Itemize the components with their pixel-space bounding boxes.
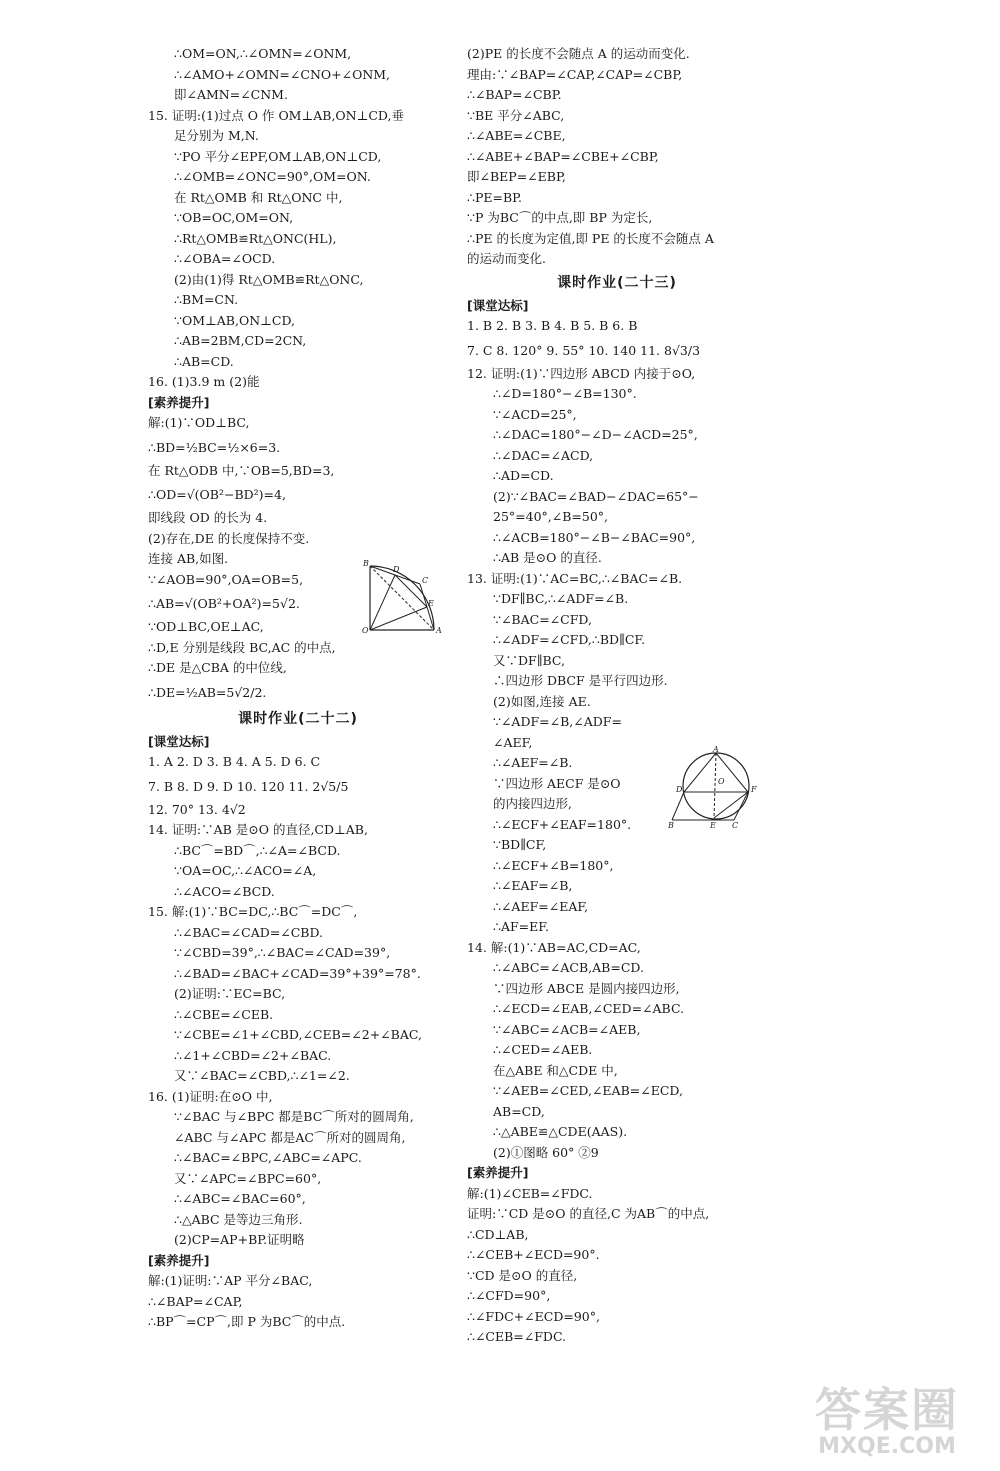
answer-line: 理由:∵∠BAP=∠CAP,∠CAP=∠CBP, (467, 66, 683, 82)
answer-line: ∴∠ABE+∠BAP=∠CBE+∠CBP, (467, 148, 659, 164)
fig2-label: O (718, 777, 725, 786)
fig2-label: B (668, 821, 674, 830)
answer-line: ∵四边形 AECF 是⊙O (493, 775, 621, 791)
answer-line: 连接 AB,如图. (148, 551, 229, 566)
answer-line: (2)证明:∵EC=BC, (174, 986, 286, 1001)
fig2-label: C (732, 821, 739, 830)
answer-line: 即线段 OD 的长为 4. (148, 510, 268, 525)
answer-line: ∵BD∥CF, (493, 837, 547, 852)
answer-line: (2)存在,DE 的长度保持不变. (148, 530, 310, 546)
answer-line: ∵DF∥BC,∴∠ADF=∠B. (493, 591, 629, 606)
answer-line: ∴∠ACB=180°−∠B−∠BAC=90°, (493, 529, 696, 545)
answer-line: ∴CD⊥AB, (467, 1226, 529, 1242)
watermark-url: MXQE.COM (818, 1434, 956, 1459)
answer-line: (2)∵∠BAC=∠BAD−∠DAC=65°− (493, 488, 699, 504)
answer-line: 在△ABE 和△CDE 中, (493, 1062, 618, 1078)
answer-line: (2)如图,连接 AE. (493, 693, 591, 709)
answer-line: 又∵DF∥BC, (493, 652, 565, 668)
answer-line: 14. 证明:∵AB 是⊙O 的直径,CD⊥AB, (148, 822, 368, 837)
answer-line: 12. 证明:(1)∵四边形 ABCD 内接于⊙O, (467, 365, 696, 381)
answer-line: 12. 70° 13. 4√2 (148, 801, 246, 817)
answer-line: 15. 解:(1)∵BC=DC,∴BC⌒=DC⌒, (148, 904, 358, 919)
circle-parallelogram-figure (668, 746, 766, 830)
answer-line: ∴∠ECF+∠B=180°, (493, 857, 614, 873)
answer-line: 1. B 2. B 3. B 4. B 5. B 6. B (467, 318, 638, 333)
answer-line: 的内接四边形, (493, 796, 572, 811)
answer-line: ∵OM⊥AB,ON⊥CD, (174, 312, 295, 328)
right-column (467, 44, 767, 1348)
fig2-label: D (676, 785, 683, 794)
answer-line: ∵∠ABC=∠ACB=∠AEB, (493, 1021, 641, 1037)
watermark (792, 1385, 982, 1463)
answer-line: (2)PE 的长度不会随点 A 的运动而变化. (467, 46, 690, 61)
answer-line: ∴∠AEF=∠B. (493, 755, 573, 770)
answer-line: ∴DE 是△CBA 的中位线, (148, 660, 287, 675)
answer-line: 即∠AMN=∠CNM. (174, 87, 288, 102)
answer-line: ∴∠BAP=∠CBP. (467, 87, 562, 102)
fig2-label: A (713, 746, 719, 754)
answer-line: ∵OD⊥BC,OE⊥AC, (148, 619, 264, 634)
answer-line: ∴∠CEB=∠FDC. (467, 1329, 567, 1344)
answer-line: ∴Rt△OMB≌Rt△ONC(HL), (174, 230, 337, 246)
answer-line: ∴PE=BP. (467, 189, 522, 205)
answer-line: 1. A 2. D 3. B 4. A 5. D 6. C (148, 754, 321, 769)
answer-line: ∵OB=OC,OM=ON, (174, 210, 294, 225)
answer-line: ∴AB=2BM,CD=2CN, (174, 333, 307, 348)
left-column (148, 44, 448, 1333)
answer-line: (2)CP=AP+BP.证明略 (174, 1232, 305, 1247)
answer-line: 解:(1)∵OD⊥BC, (148, 415, 250, 430)
answer-line: ∴∠ECD=∠EAB,∠CED=∠ABC. (493, 1001, 685, 1016)
answer-line: 7. B 8. D 9. D 10. 120 11. 2√5/5 (148, 778, 349, 794)
answer-line: ∴∠ABC=∠BAC=60°, (174, 1191, 306, 1206)
subsection-label: [素养提升] (148, 394, 210, 410)
answer-line: ∵∠AEB=∠CED,∠EAB=∠ECD, (493, 1083, 683, 1098)
answer-line: ∵∠BAC 与∠BPC 都是BC⌒所对的圆周角, (174, 1109, 414, 1124)
answer-line: 解:(1)∠CEB=∠FDC. (467, 1185, 593, 1201)
answer-line: 13. 证明:(1)∵AC=BC,∴∠BAC=∠B. (467, 570, 683, 586)
answer-line: ∴△ABE≌△CDE(AAS). (493, 1124, 628, 1139)
fig1-label: A (436, 626, 442, 634)
answer-line: ∴∠EAF=∠B, (493, 878, 573, 893)
answer-line: ∴∠CEB+∠ECD=90°. (467, 1247, 600, 1262)
answer-line: ∴∠AEF=∠EAF, (493, 898, 589, 914)
fig1-label: O (362, 626, 369, 634)
subsection-label: [课堂达标] (148, 733, 210, 749)
answer-line: 证明:∵CD 是⊙O 的直径,C 为AB⌒的中点, (467, 1206, 710, 1221)
answer-line: 足分别为 M,N. (174, 128, 259, 143)
answer-line: ∴BD=½BC=½×6=3. (148, 439, 281, 455)
subsection-label: [素养提升] (148, 1252, 210, 1268)
answer-line: ∴AF=EF. (493, 919, 549, 934)
answer-line: ∵∠ADF=∠B,∠ADF= (493, 714, 622, 729)
answer-line: ∴∠1+∠CBD=∠2+∠BAC. (174, 1047, 332, 1063)
subsection-label: [课堂达标] (467, 297, 529, 313)
fig1-label: E (428, 599, 434, 608)
answer-line: ∴D,E 分别是线段 BC,AC 的中点, (148, 639, 336, 655)
answer-line: ∵P 为BC⌒的中点,即 BP 为定长, (467, 210, 653, 225)
answer-line: 16. (1)证明:在⊙O 中, (148, 1088, 273, 1104)
answer-line: ∴∠ACO=∠BCD. (174, 883, 275, 899)
answer-line: ∴∠ECF+∠EAF=180°. (493, 816, 632, 832)
answer-line: ∴AB=CD. (174, 353, 234, 369)
answer-line: 的运动而变化. (467, 251, 546, 266)
answer-line: ∵∠BAC=∠CFD, (493, 611, 592, 627)
answer-line: 25°=40°,∠B=50°, (493, 509, 609, 524)
answer-line: ∴∠BAD=∠BAC+∠CAD=39°+39°=78°. (174, 965, 421, 981)
answer-line: (2)①图略 60° ②9 (493, 1144, 599, 1160)
answer-line: AB=CD, (493, 1103, 545, 1119)
answer-line: ∵BE 平分∠ABC, (467, 107, 565, 123)
answer-line: ∠ABC 与∠APC 都是AC⌒所对的圆周角, (174, 1129, 406, 1145)
answer-line: ∴AD=CD. (493, 468, 554, 483)
answer-line: ∵OA=OC,∴∠ACO=∠A, (174, 863, 317, 878)
answer-line: ∴四边形 DBCF 是平行四边形. (493, 673, 668, 688)
answer-line: 解:(1)证明:∵AP 平分∠BAC, (148, 1273, 313, 1288)
answer-line: 在 Rt△OMB 和 Rt△ONC 中, (174, 189, 343, 205)
answer-line: ∵∠AOB=90°,OA=OB=5, (148, 571, 304, 587)
fig1-label: B (363, 560, 369, 568)
section-heading: 课时作业(二十三) (557, 274, 677, 291)
answer-line: 15. 证明:(1)过点 O 作 OM⊥AB,ON⊥CD,垂 (148, 107, 404, 123)
answer-line: ∴∠OBA=∠OCD. (174, 251, 276, 266)
answer-line: 在 Rt△ODB 中,∵OB=5,BD=3, (148, 462, 335, 478)
answer-line: ∴∠CED=∠AEB. (493, 1042, 593, 1057)
answer-line: ∵∠CBD=39°,∴∠BAC=∠CAD=39°, (174, 945, 391, 960)
fig2-label: F (751, 785, 757, 794)
answer-line: ∴∠BAP=∠CAP, (148, 1293, 243, 1309)
answer-line: ∴∠BAC=∠BPC,∠ABC=∠APC. (174, 1150, 362, 1165)
answer-line: 即∠BEP=∠EBP, (467, 169, 566, 184)
answer-line: 16. (1)3.9 m (2)能 (148, 374, 260, 389)
answer-line: ∴∠DAC=∠ACD, (493, 447, 594, 463)
answer-line: 又∵∠APC=∠BPC=60°, (174, 1170, 322, 1186)
answer-line: ∴PE 的长度为定值,即 PE 的长度不会随点 A (467, 230, 714, 246)
answer-line: ∴∠FDC+∠ECD=90°, (467, 1308, 600, 1324)
answer-line: ∴BP⌒=CP⌒,即 P 为BC⌒的中点. (148, 1314, 346, 1329)
answer-line: ∵PO 平分∠EPF,OM⊥AB,ON⊥CD, (174, 148, 382, 164)
answer-line: ∴∠ABE=∠CBE, (467, 128, 566, 143)
answer-line: ∴△ABC 是等边三角形. (174, 1211, 303, 1227)
subsection-label: [素养提升] (467, 1165, 529, 1180)
answer-line: ∴AB=√(OB²+OA²)=5√2. (148, 596, 300, 611)
answer-line: (2)由(1)得 Rt△OMB≌Rt△ONC, (174, 271, 364, 287)
answer-line: ∵∠CBE=∠1+∠CBD,∠CEB=∠2+∠BAC, (174, 1027, 422, 1042)
answer-line: ∴OM=ON,∴∠OMN=∠ONM, (174, 46, 352, 61)
answer-line: ∴BC⌒=BD⌒,∴∠A=∠BCD. (174, 842, 341, 858)
answer-line: ∴BM=CN. (174, 292, 239, 307)
section-heading: 课时作业(二十二) (238, 710, 358, 727)
answer-line: ∠AEF, (493, 734, 533, 750)
answer-line: ∴∠ABC=∠ACB,AB=CD. (493, 960, 644, 975)
answer-line: ∵CD 是⊙O 的直径, (467, 1267, 578, 1283)
fig2-label: E (710, 821, 716, 830)
quarter-circle-figure (362, 560, 446, 634)
watermark-logo-text: 答案圈 (815, 1383, 959, 1437)
fig1-label: C (422, 576, 429, 585)
answer-line: ∴∠ADF=∠CFD,∴BD∥CF. (493, 632, 646, 647)
answer-line: ∴∠CFD=90°, (467, 1288, 551, 1303)
answer-line: ∴∠CBE=∠CEB. (174, 1006, 274, 1022)
fig1-label: D (393, 565, 400, 574)
answer-line: ∵四边形 ABCE 是圆内接四边形, (493, 980, 680, 996)
answer-line: ∵∠ACD=25°, (493, 406, 577, 422)
answer-line: ∴DE=½AB=5√2/2. (148, 684, 267, 700)
answer-line: ∴∠D=180°−∠B=130°. (493, 386, 637, 401)
answer-line: ∴∠AMO+∠OMN=∠CNO+∠ONM, (174, 66, 391, 82)
answer-line: 14. 解:(1)∵AB=AC,CD=AC, (467, 939, 641, 955)
answer-line: ∴OD=√(OB²−BD²)=4, (148, 487, 286, 502)
answer-line: ∴∠BAC=∠CAD=∠CBD. (174, 924, 324, 940)
answer-line: 7. C 8. 120° 9. 55° 10. 140 11. 8√3/3 (467, 342, 701, 358)
answer-line: ∴∠DAC=180°−∠D−∠ACD=25°, (493, 427, 698, 442)
answer-line: 又∵∠BAC=∠CBD,∴∠1=∠2. (174, 1068, 350, 1083)
answer-line: ∴AB 是⊙O 的直径. (493, 550, 602, 565)
answer-line: ∴∠OMB=∠ONC=90°,OM=ON. (174, 169, 371, 184)
